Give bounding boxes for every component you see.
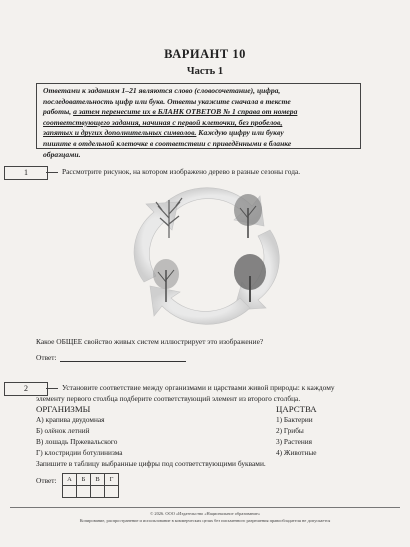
grid-cell-b[interactable] [77, 486, 91, 498]
kingdom-1: 1) Бактерии [276, 415, 313, 424]
question-1-text: Рассмотрите рисунок, на котором изображено дерево в разные сезоны года. [62, 167, 301, 176]
question-1-answer-line[interactable] [60, 361, 186, 362]
question-1-rule [46, 172, 58, 173]
variant-title: ВАРИАНТ 10 [164, 47, 246, 61]
seasons-tree-diagram [122, 178, 292, 330]
instructions-line-5 [43, 128, 354, 139]
kingdom-4: 4) Животные [276, 448, 317, 457]
organism-b: Б) олёнок летний [36, 426, 90, 435]
answer-grid [62, 473, 119, 498]
grid-letter-d: Г [105, 474, 119, 486]
grid-cell-c[interactable] [91, 486, 105, 498]
question-2-instruction: Запишите в таблицу выбранные цифры под соответствующими буквами. [36, 459, 266, 468]
organisms-header: ОРГАНИЗМЫ [36, 404, 91, 414]
grid-letter-b: Б [77, 474, 91, 486]
instructions-line-3b: а затем перенесите их в БЛАНК ОТВЕТОВ № 1 справа от номера [73, 107, 298, 117]
instructions-line-6: пишите в отдельной клеточке в соответствии с приведёнными в бланке [43, 138, 292, 148]
instructions-line-1: Ответами к заданиям 1–21 являются слово (словосочетание), цифра, [43, 86, 281, 95]
footer-notice: Копирование, распространение и использование в коммерческих целях без письменного разрешения правообладателя не допускается [79, 518, 331, 523]
part-title: Часть 1 [186, 66, 224, 77]
instructions-line-5a: запятых и других дополнительных символов. [43, 128, 197, 138]
instructions-box [36, 83, 361, 159]
autumn-tree-icon [234, 194, 262, 238]
kingdom-2: 2) Грибы [276, 426, 304, 435]
question-2-text-line-2: элементу первого столбца подберите соответствующий элемент из второго столбца. [36, 394, 301, 403]
organism-c: В) лошадь Пржевальского [36, 437, 118, 446]
grid-letter-c: В [91, 474, 105, 486]
grid-letter-a: А [63, 474, 77, 486]
question-1-prompt: Какое ОБЩЕЕ свойство живых систем иллюстрирует это изображение? [36, 337, 264, 346]
instructions-line-7: образцами. [43, 149, 81, 159]
grid-cell-a[interactable] [63, 486, 77, 498]
kingdom-3: 3) Растения [276, 437, 313, 446]
instructions-line-2: последовательность цифр или букв. Ответы укажите сначала в тексте [43, 96, 291, 106]
organism-d: Г) клостридии ботулинизма [36, 448, 123, 457]
instructions-line-4: соответствующего задания, начиная с первой клеточки, без пробелов, [43, 117, 283, 127]
instructions-line-3 [43, 107, 354, 118]
footer-copyright: © 2026. ООО «Издательство «Национальное образование» [149, 511, 261, 516]
organism-a: А) крапива двудомная [36, 415, 105, 424]
question-2-text-line-1: Установите соответствие между организмами и царствами живой природы: к каждому [62, 383, 335, 392]
question-2-answer-label: Ответ: [36, 476, 57, 485]
question-1-number: 1 [4, 166, 48, 180]
question-2-rule [46, 388, 58, 389]
question-2-number: 2 [4, 382, 48, 396]
grid-cell-d[interactable] [105, 486, 119, 498]
instructions-line-3a: работы, [43, 107, 74, 117]
question-1-answer-label: Ответ: [36, 353, 57, 362]
kingdoms-header: ЦАРСТВА [276, 404, 317, 414]
instructions-line-5b: Каждую цифру или букву [196, 128, 284, 138]
footer-separator [10, 507, 400, 508]
